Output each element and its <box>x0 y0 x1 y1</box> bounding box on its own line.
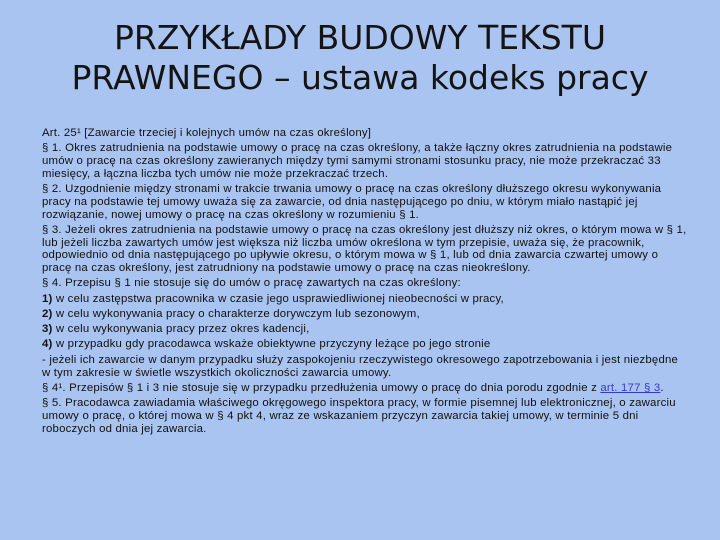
list-item-number: 3) <box>42 323 53 336</box>
list-item-text: w przypadku gdy pracodawca wskaże obiektywne przyczyny leżące po jego stronie <box>52 338 491 351</box>
list-item <box>42 308 688 321</box>
article-body <box>42 127 688 438</box>
list-item-text: w celu wykonywania pracy przez okres kadencji, <box>52 323 310 336</box>
paragraph-1: § 1. Okres zatrudnienia na podstawie umowy o pracę na czas określony, a także łączny okres zatrudnienia na podstawie umów o pracę na czas określony zawieranych między tymi samymi stronami stosunku pracy, nie może przekraczać 33 miesięcy, a łączna liczba tych umów nie może przekraczać trzech. <box>42 142 673 180</box>
paragraph-2: § 2. Uzgodnienie między stronami w trakcie trwania umowy o pracę na czas określony dłuższego okresu wykonywania pracy na podstawie tej umowy uważa się za zawarcie, od dnia następującego po dniu, w którym miało nastąpić jej rozwiązanie, nowej umowy o pracę na czas określony w rozumieniu § 1. <box>42 183 662 221</box>
title-line-2: PRAWNEGO – ustawa kodeks pracy <box>71 58 649 98</box>
paragraph-6-text: § 4¹. Przepisów § 1 i 3 nie stosuje się w przypadku przedłużenia umowy o pracę do dnia porodu zgodnie z <box>42 381 601 394</box>
paragraph-5: - jeżeli ich zawarcie w danym przypadku służy zaspokojeniu rzeczywistego okresowego zapotrzebowania i jest niezbędne w tym zakresie w świetle wszystkich okoliczności zawarcia umowy. <box>42 353 679 379</box>
paragraph-6-end: . <box>660 381 664 394</box>
paragraph-7: § 5. Pracodawca zawiadamia właściwego okręgowego inspektora pracy, w formie pisemnej lub elektronicznej, o zawarciu umowy o pracę, o której mowa w § 4 pkt 4, wraz ze wskazaniem przyczyn zawarcia takiej umowy, w terminie 5 dni roboczych od dnia jej zawarcia. <box>42 397 676 435</box>
paragraph-4: § 4. Przepisu § 1 nie stosuje się do umów o pracę zawartych na czas określony: <box>42 277 461 290</box>
list-item <box>42 293 688 306</box>
article-177-link[interactable]: art. 177 § 3 <box>600 381 661 394</box>
paragraph-3: § 3. Jeżeli okres zatrudnienia na podstawie umowy o pracę na czas określony jest dłuższy niż okres, o którym mowa w § 1, lub jeżeli liczba zawartych umów jest większa niż liczba umów określona w tym przepisie, uważa się, że pracownik, odpowiednio od dnia następującego po upływie okresu, o którym mowa w § 1, lub od dnia zawarcia czwartej umowy o pracę na czas określony, jest zatrudniony na podstawie umowy o pracę na czas nieokreślony. <box>42 223 687 275</box>
list-item-text: w celu zastępstwa pracownika w czasie jego usprawiedliwionej nieobecności w pracy, <box>52 292 504 305</box>
list-item-text: w celu wykonywania pracy o charakterze dorywczym lub sezonowym, <box>52 307 420 320</box>
slide-title <box>20 18 700 99</box>
title-line-1: PRZYKŁADY BUDOWY TEKSTU <box>114 18 606 57</box>
list-item-number: 2) <box>42 307 53 320</box>
paragraph-6 <box>42 382 688 395</box>
list-item-number: 1) <box>42 292 53 305</box>
list-item <box>42 323 688 336</box>
list-item-number: 4) <box>42 338 53 351</box>
article-heading: Art. 25¹ [Zawarcie trzeciej i kolejnych umów na czas określony] <box>42 127 372 139</box>
list-item <box>42 338 688 351</box>
